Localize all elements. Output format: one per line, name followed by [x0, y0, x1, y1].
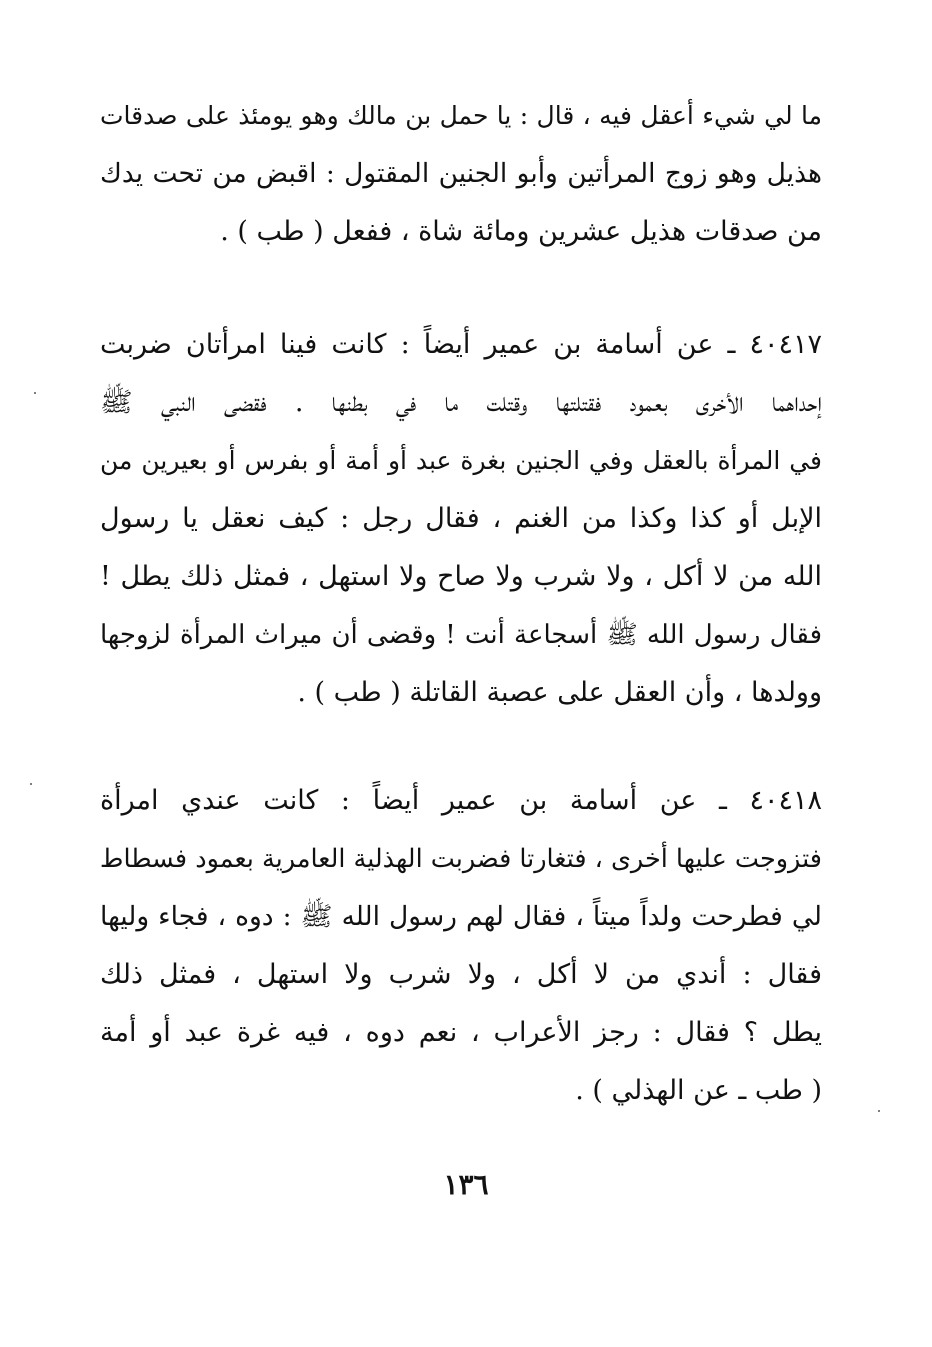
text-line: ما لي شيء أعقل فيه ، قال : يا حمل بن مالك وهو يومئذ على صدقات	[100, 101, 822, 130]
text-line: ( طب ـ عن الهذلي ) .	[575, 1075, 822, 1106]
text-line: الله من لا أكل ، ولا شرب ولا صاح ولا استهل ، فمثل ذلك يطل !	[100, 561, 822, 592]
text-line: إحداهما الأخرى بعمود فقتلتها وقتلت ما في بطنها . فقضى النبي ﷺ	[100, 387, 822, 418]
text-line: الإبل أو كذا وكذا من الغنم ، فقال رجل : كيف نعقل يا رسول	[100, 503, 822, 534]
scan-speck	[34, 392, 36, 394]
text-line: ٤٠٤١٨ ـ عن أسامة بن عمير أيضاً : كانت عندي امرأة	[100, 785, 822, 816]
hadith-40417	[100, 316, 822, 722]
text-line: من صدقات هذيل عشرين ومائة شاة ، ففعل ( طب ) .	[220, 216, 822, 247]
paragraph-continuation	[100, 87, 822, 261]
text-line: ٤٠٤١٧ ـ عن أسامة بن عمير أيضاً : كانت فينا امرأتان ضربت	[100, 329, 822, 360]
page-number: ١٣٦	[443, 1168, 489, 1201]
text-line: في المرأة بالعقل وفي الجنين بغرة عبد أو أمة أو بفرس أو بعيرين من	[100, 446, 822, 475]
scan-speck	[878, 1110, 880, 1112]
hadith-40418	[100, 772, 822, 1120]
text-line: فقال : أندي من لا أكل ، ولا شرب ولا استهل ، فمثل ذلك	[100, 959, 822, 990]
text-line: هذيل وهو زوج المرأتين وأبو الجنين المقتول : اقبض من تحت يدك	[100, 158, 822, 189]
text-line: فقال رسول الله ﷺ أسجاعة أنت ! وقضى أن ميراث المرأة لزوجها	[100, 620, 822, 650]
text-line: وولدها ، وأن العقل على عصبة القاتلة ( طب ) .	[297, 677, 822, 708]
text-line: لي فطرحت ولداً ميتاً ، فقال لهم رسول الله ﷺ : دوه ، فجاء وليها	[100, 901, 822, 932]
text-line: يطل ؟ فقال : رجز الأعراب ، نعم دوه ، فيه غرة عبد أو أمة	[100, 1017, 822, 1048]
text-line: فتزوجت عليها أخرى ، فتغارتا فضربت الهذلية العامرية بعمود فسطاط	[99, 844, 822, 874]
scan-speck	[30, 783, 32, 785]
